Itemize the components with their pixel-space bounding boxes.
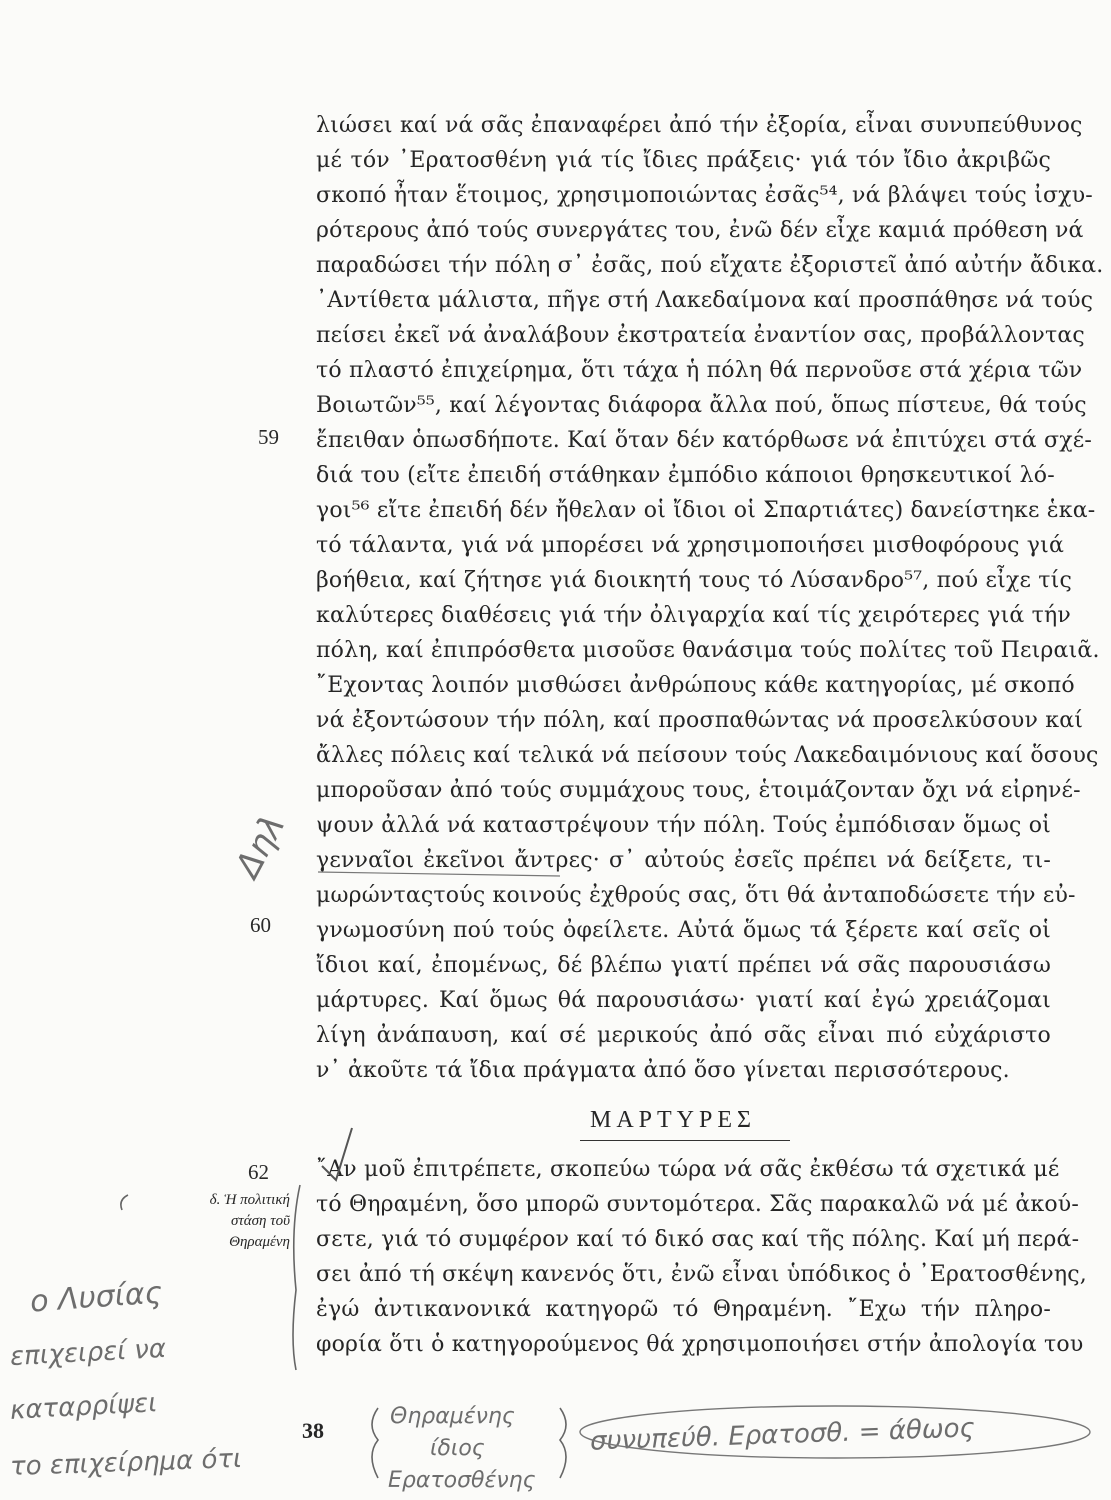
section-number-62: 62 (248, 1160, 269, 1184)
sidenote-line: δ. Ἡ πολιτική (209, 1192, 290, 1208)
text-line: παραδώσει τήν πόλη σ᾿ ἐσᾶς, πού εἴχατε ἐξοριστεῖ ἀπό αὐτήν ἄδικα. (316, 253, 1104, 278)
text-line: μέ τόν ᾿Ερατοσθένη γιά τίς ἴδιες πράξεις· γιά τόν ἴδιο ἀκριβῶς (316, 148, 1051, 173)
text-line: λιώσει καί νά σᾶς ἐπαναφέρει ἀπό τήν ἐξορία, εἶναι συνυπεύθυνος (316, 113, 1083, 138)
text-line: πείσει ἐκεῖ νά ἀναλάβουν ἐκστρατεία ἐναντίον σας, προβάλλοντας (316, 323, 1085, 348)
handwritten-note-line: καταρρίψει (9, 1388, 158, 1426)
handwritten-note-line: επιχειρεί να (9, 1333, 167, 1373)
text-line: Βοιωτῶν⁵⁵, καί λέγοντας διάφορα ἄλλα πού, ὅπως πίστευε, θά τούς (316, 393, 1087, 418)
text-line: ἴδιοι καί, ἐπομένως, δέ βλέπω γιατί πρέπει νά σᾶς παρουσιάσω (316, 953, 1051, 978)
section-number-59: 59 (258, 425, 279, 449)
text-line: ἄλλες πόλεις καί τελικά νά πείσουν τούς Λακεδαιμόνιους καί ὅσους (316, 743, 1099, 768)
text-line: σετε, γιά τό συμφέρον καί τό δικό σας καί τῆς πόλης. Καί μή περά- (316, 1227, 1080, 1252)
section-number-60: 60 (250, 913, 271, 937)
text-line: γνωμοσύνη πού τούς ὀφείλετε. Αὐτά ὅμως τά ξέρετε καί σεῖς οἱ (316, 918, 1051, 943)
text-line: τό πλαστό ἐπιχείρημα, ὅτι τάχα ἡ πόλη θά περνοῦσε στά χέρια τῶν (316, 358, 1083, 383)
sidenote-line: Θηραμένη (229, 1234, 290, 1250)
text-line: μάρτυρες. Καί ὅμως θά παρουσιάσω· γιατί καί ἐγώ χρειάζομαι (316, 988, 1051, 1013)
text-line: τό τάλαντα, γιά νά μπορέσει νά χρησιμοποιήσει μισθοφόρους γιά (316, 533, 1065, 558)
text-line: ψουν ἀλλά νά καταστρέψουν τήν πόλη. Τούς ἐμπόδισαν ὅμως οἱ (316, 813, 1051, 838)
text-line: ν᾿ ἀκοῦτε τά ἴδια πράγματα ἀπό ὅσο γίνεται περισσότερους. (316, 1058, 1010, 1083)
text-line: ἔπειθαν ὁπωσδήποτε. Καί ὅταν δέν κατόρθωσε νά ἐπιτύχει στά σχέ- (316, 428, 1093, 453)
text-line: καλύτερες διαθέσεις γιά τήν ὀλιγαρχία καί τίς χειρότερες γιά τήν (316, 603, 1071, 628)
text-line: σει ἀπό τή σκέψη κανενός ὅτι, ἐνῶ εἶναι ὑπόδικος ὁ ᾿Ερατοσθένης, (316, 1262, 1087, 1287)
text-line: πόλη, καί ἐπιπρόσθετα μισοῦσε θανάσιμα τούς πολίτες τοῦ Πειραιᾶ. (316, 638, 1100, 663)
text-line: διά του (εἴτε ἐπειδή στάθηκαν ἐμπόδιο κάποιοι θρησκευτικοί λό- (316, 463, 1055, 488)
text-line: ῎Εχοντας λοιπόν μισθώσει ἀνθρώπους κάθε κατηγορίας, μέ σκοπό (316, 673, 1075, 698)
text-line: νά ἐξοντώσουν τήν πόλη, καί προσπαθώντας νά προσελκύσουν καί (316, 708, 1084, 733)
text-line: λίγη ἀνάπαυση, καί σέ μερικούς ἀπό σᾶς εἶναι πιό εὐχάριστο (316, 1023, 1051, 1048)
handwritten-bottom-note: Θηραμένης (390, 1404, 515, 1429)
text-line: μωρώνταςτούς κοινούς ἐχθρούς σας, ὅτι θά ἀνταποδώσετε τήν εὐ- (316, 883, 1076, 908)
text-line: ᾿Αντίθετα μάλιστα, πῆγε στή Λακεδαίμονα καί προσπάθησε νά τούς (316, 288, 1094, 313)
text-line: βοήθεια, καί ζήτησε γιά διοικητή τους τό Λύσανδρο⁵⁷, πού εἶχε τίς (316, 568, 1072, 593)
text-line: ρότερους ἀπό τούς συνεργάτες του, ἐνῶ δέν εἶχε καμιά πρόθεση νά (316, 218, 1084, 243)
text-line: φορία ὅτι ὁ κατηγορούμενος θά χρησιμοποιήσει στήν ἀπολογία του (316, 1332, 1084, 1357)
handwritten-note-line: το επιχείρημα ότι (9, 1443, 243, 1483)
text-line: ῎Αν μοῦ ἐπιτρέπετε, σκοπεύω τώρα νά σᾶς ἐκθέσω τά σχετικά μέ (316, 1157, 1060, 1182)
sidenote-line: στάση τοῦ (231, 1213, 290, 1229)
handwritten-bottom-note: συνυπεύθ. Ερατοσθ. = άθωος (589, 1413, 976, 1457)
handwritten-bottom-note: ίδιος (430, 1436, 485, 1461)
text-line: ἐγώ ἀντικανονικά κατηγορῶ τό Θηραμένη. ῎Εχω τήν πληρο- (316, 1297, 1051, 1322)
text-line: μποροῦσαν ἀπό τούς συμμάχους τους, ἑτοιμάζονταν ὄχι νά εἰρηνέ- (316, 778, 1081, 803)
text-line: γοι⁵⁶ εἴτε ἐπειδή δέν ἤθελαν οἱ ἴδιοι οἱ Σπαρτιάτες) δανείστηκε ἑκα- (316, 498, 1096, 523)
section-heading: ΜΑΡΤΥΡΕΣ (590, 1107, 756, 1133)
handwritten-note-line: ο Λυσίας (28, 1275, 164, 1320)
text-line: γενναῖοι ἐκεῖνοι ἄντρες· σ᾿ αὐτούς ἐσεῖς πρέπει νά δείξετε, τι- (316, 848, 1051, 873)
page-number: 38 (302, 1418, 324, 1443)
handwritten-bottom-note: Ερατοσθένης (388, 1468, 536, 1493)
handwritten-margin-mark: Δηλ (227, 807, 294, 885)
text-line: σκοπό ἦταν ἕτοιμος, χρησιμοποιώντας ἐσᾶς⁵⁴, νά βλάψει τούς ἰσχυ- (316, 183, 1093, 208)
text-line: τό Θηραμένη, ὅσο μπορῶ συντομότερα. Σᾶς παρακαλῶ νά μέ ἀκού- (316, 1192, 1079, 1217)
